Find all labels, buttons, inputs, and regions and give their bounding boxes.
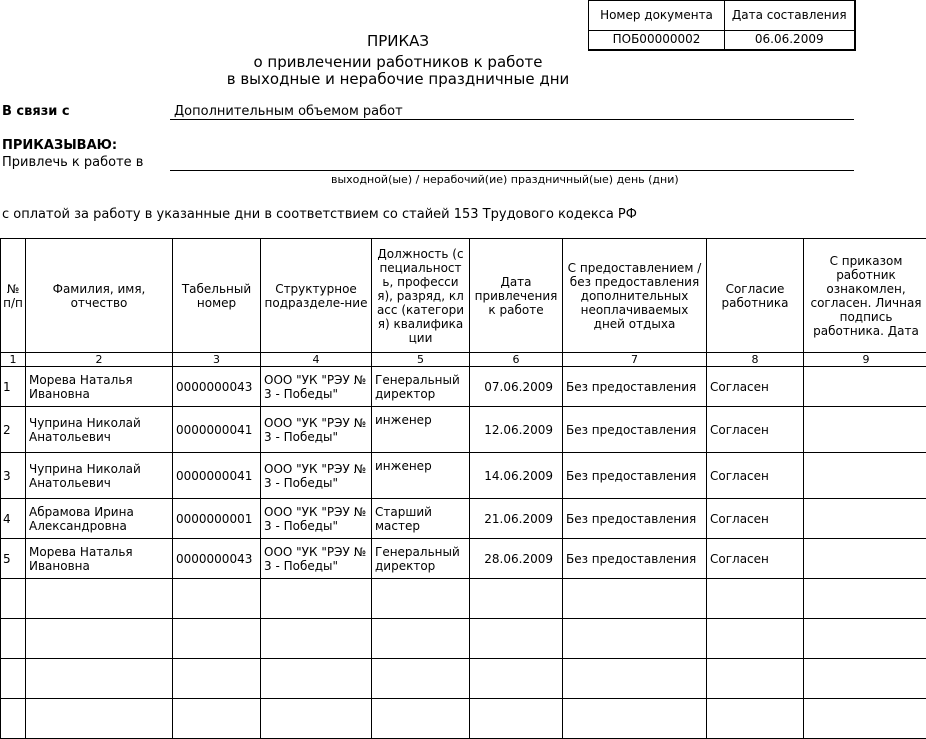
employee-position: Генеральный директор xyxy=(372,539,470,579)
empty-cell xyxy=(707,699,804,739)
column-number: 4 xyxy=(261,353,372,367)
empty-cell xyxy=(173,699,261,739)
empty-cell xyxy=(261,659,372,699)
header-cell: Структурное подразделе-ние xyxy=(261,239,372,353)
rest-days: Без предоставления xyxy=(563,539,707,579)
employee-position: инженер xyxy=(372,453,470,499)
empty-row xyxy=(1,699,926,739)
signature xyxy=(804,407,926,453)
header-cell: Согласие работника xyxy=(707,239,804,353)
column-number: 6 xyxy=(470,353,563,367)
employee-name: Морева Наталья Ивановна xyxy=(26,539,173,579)
column-number: 2 xyxy=(26,353,173,367)
work-date: 14.06.2009 xyxy=(470,453,563,499)
employee-name: Абрамова Ирина Александровна xyxy=(26,499,173,539)
consent: Согласен xyxy=(707,453,804,499)
table-row xyxy=(1,407,926,453)
empty-cell xyxy=(563,699,707,739)
order-label: ПРИКАЗЫВАЮ: xyxy=(2,138,117,153)
header-cell: Табельный номер xyxy=(173,239,261,353)
employee-position: Старший мастер xyxy=(372,499,470,539)
empty-row xyxy=(1,579,926,619)
column-numbers-row xyxy=(1,353,926,367)
employee-position: Генеральный директор xyxy=(372,367,470,407)
employee-position: инженер xyxy=(372,407,470,453)
table-row xyxy=(1,453,926,499)
title-line3: в выходные и нерабочие праздничные дни xyxy=(198,71,598,88)
signature xyxy=(804,499,926,539)
title-line1: ПРИКАЗ xyxy=(198,33,598,50)
employee-name: Чуприна Николай Анатольевич xyxy=(26,453,173,499)
consent: Согласен xyxy=(707,407,804,453)
document-info-box xyxy=(588,0,856,51)
reason-underline xyxy=(170,119,854,120)
employee-department: ООО "УК "РЭУ № 3 - Победы" xyxy=(261,499,372,539)
employee-department: ООО "УК "РЭУ № 3 - Победы" xyxy=(261,407,372,453)
column-number: 8 xyxy=(707,353,804,367)
header-cell: № п/п xyxy=(1,239,26,353)
empty-cell xyxy=(707,619,804,659)
column-number: 3 xyxy=(173,353,261,367)
rest-days: Без предоставления xyxy=(563,407,707,453)
payment-text: с оплатой за работу в указанные дни в соответствием со стайей 153 Трудового кодекса РФ xyxy=(2,207,637,222)
header-cell: Должность (специальность, профессия), разряд, класс (категория) квалификации xyxy=(372,239,470,353)
row-number: 2 xyxy=(1,407,26,453)
work-date: 12.06.2009 xyxy=(470,407,563,453)
table-row xyxy=(1,539,926,579)
table-row xyxy=(1,367,926,407)
employee-tab-number: 0000000041 xyxy=(173,453,261,499)
consent: Согласен xyxy=(707,539,804,579)
empty-cell xyxy=(707,579,804,619)
employee-tab-number: 0000000001 xyxy=(173,499,261,539)
empty-row xyxy=(1,659,926,699)
attract-label: Привлечь к работе в xyxy=(2,155,143,170)
empty-cell xyxy=(804,659,926,699)
rest-days: Без предоставления xyxy=(563,499,707,539)
empty-cell xyxy=(1,699,26,739)
reason-label: В связи с xyxy=(2,104,70,119)
employee-name: Морева Наталья Ивановна xyxy=(26,367,173,407)
empty-cell xyxy=(261,619,372,659)
empty-cell xyxy=(563,579,707,619)
document-number-header: Номер документа xyxy=(589,1,725,31)
empty-cell xyxy=(372,579,470,619)
attract-underline xyxy=(170,170,854,171)
work-date: 28.06.2009 xyxy=(470,539,563,579)
employee-department: ООО "УК "РЭУ № 3 - Победы" xyxy=(261,367,372,407)
empty-cell xyxy=(804,619,926,659)
consent: Согласен xyxy=(707,499,804,539)
column-number: 9 xyxy=(804,353,926,367)
table-row xyxy=(1,499,926,539)
empty-cell xyxy=(470,579,563,619)
table-header-row xyxy=(1,239,926,353)
reason-value: Дополнительным объемом работ xyxy=(174,104,403,119)
empty-cell xyxy=(804,699,926,739)
empty-cell xyxy=(372,659,470,699)
employee-tab-number: 0000000041 xyxy=(173,407,261,453)
document-number-value: ПОБ00000002 xyxy=(589,31,725,50)
empty-cell xyxy=(26,659,173,699)
column-number: 5 xyxy=(372,353,470,367)
signature xyxy=(804,539,926,579)
day-type-sublabel: выходной(ые) / нерабочий(ие) праздничный(ые) день (дни) xyxy=(331,173,679,186)
empty-cell xyxy=(470,659,563,699)
column-number: 1 xyxy=(1,353,26,367)
rest-days: Без предоставления xyxy=(563,453,707,499)
empty-cell xyxy=(173,619,261,659)
work-date: 07.06.2009 xyxy=(470,367,563,407)
employee-tab-number: 0000000043 xyxy=(173,367,261,407)
empty-cell xyxy=(563,619,707,659)
header-cell: С предоставлением / без предоставления дополнительных неоплачиваемых дней отдыха xyxy=(563,239,707,353)
empty-cell xyxy=(173,579,261,619)
column-number: 7 xyxy=(563,353,707,367)
row-number: 5 xyxy=(1,539,26,579)
empty-cell xyxy=(372,619,470,659)
empty-cell xyxy=(563,659,707,699)
empty-cell xyxy=(261,699,372,739)
row-number: 3 xyxy=(1,453,26,499)
empty-cell xyxy=(173,659,261,699)
empty-cell xyxy=(26,619,173,659)
empty-cell xyxy=(372,699,470,739)
employee-department: ООО "УК "РЭУ № 3 - Победы" xyxy=(261,539,372,579)
document-date-value: 06.06.2009 xyxy=(725,31,855,50)
header-cell: С приказом работник ознакомлен, согласен. Личная подпись работника. Дата xyxy=(804,239,926,353)
signature xyxy=(804,367,926,407)
consent: Согласен xyxy=(707,367,804,407)
employee-tab-number: 0000000043 xyxy=(173,539,261,579)
empty-cell xyxy=(470,619,563,659)
header-cell: Фамилия, имя, отчество xyxy=(26,239,173,353)
work-date: 21.06.2009 xyxy=(470,499,563,539)
empty-cell xyxy=(707,659,804,699)
header-cell: Дата привлечения к работе xyxy=(470,239,563,353)
employees-table xyxy=(0,238,926,739)
empty-cell xyxy=(1,659,26,699)
empty-cell xyxy=(26,699,173,739)
employee-department: ООО "УК "РЭУ № 3 - Победы" xyxy=(261,453,372,499)
empty-cell xyxy=(1,619,26,659)
empty-cell xyxy=(470,699,563,739)
empty-cell xyxy=(1,579,26,619)
empty-cell xyxy=(804,579,926,619)
employee-name: Чуприна Николай Анатольевич xyxy=(26,407,173,453)
document-date-header: Дата составления xyxy=(725,1,855,31)
row-number: 1 xyxy=(1,367,26,407)
empty-row xyxy=(1,619,926,659)
empty-cell xyxy=(26,579,173,619)
empty-cell xyxy=(261,579,372,619)
row-number: 4 xyxy=(1,499,26,539)
signature xyxy=(804,453,926,499)
rest-days: Без предоставления xyxy=(563,367,707,407)
title-line2: о привлечении работников к работе xyxy=(198,54,598,71)
